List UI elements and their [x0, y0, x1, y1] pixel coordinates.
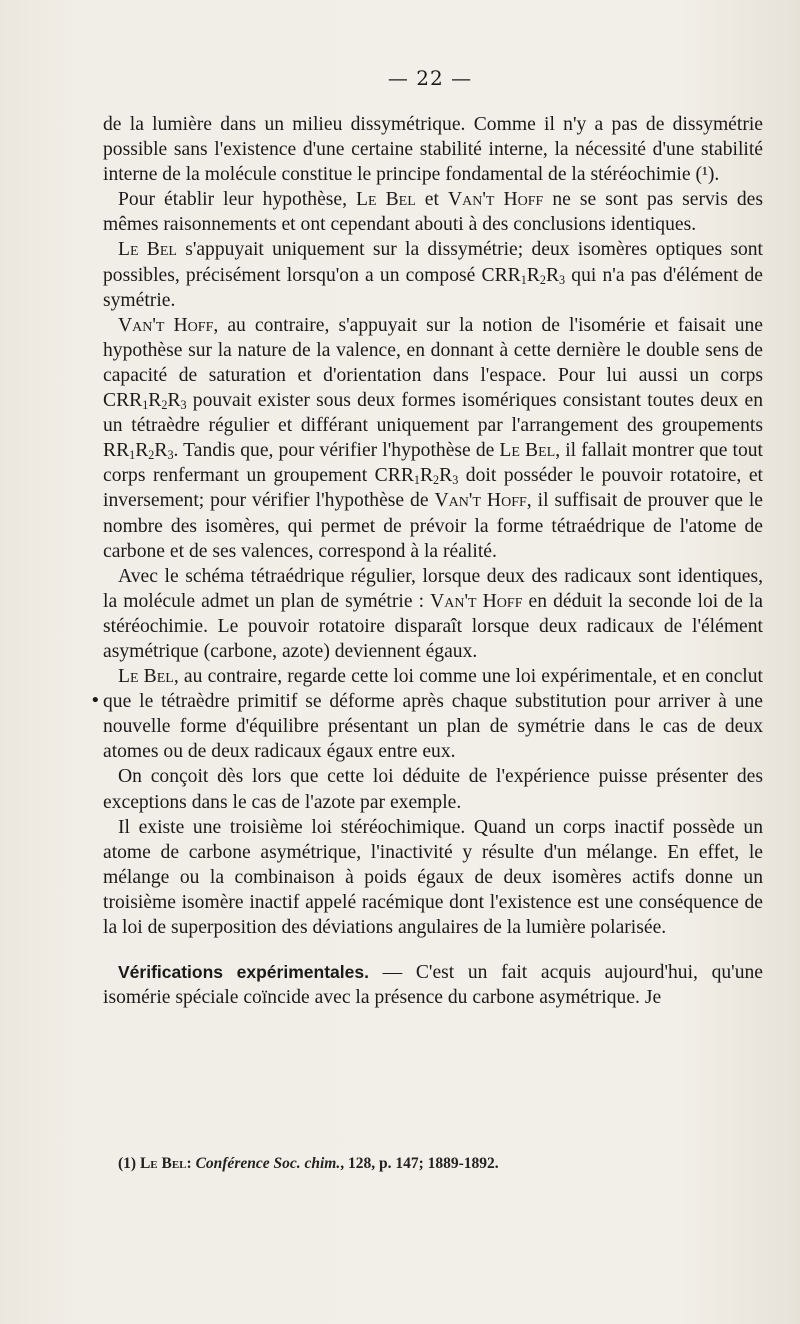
author-name: Van't Hoff	[430, 590, 523, 612]
author-name: Le Bel	[118, 666, 174, 688]
paragraph-7: On conçoit dès lors que cette loi déduite de l'expérience puisse présenter des exceptions dans le cas de l'azote par exemple.	[103, 766, 763, 813]
body-text	[103, 112, 763, 1010]
author-name: Le Bel	[118, 239, 177, 261]
author-name: Le Bel	[499, 440, 556, 462]
paragraph-9: Vérifications expérimentales. — C'est un fait acquis aujourd'hui, qu'une isomérie spéciale coïncide avec la présence du carbone asymétrique. Je	[103, 962, 763, 1009]
footnote-author: Le Bel	[139, 1155, 187, 1172]
author-name: Van't Hoff	[118, 314, 214, 336]
footnote: (1) Le Bel: Conférence Soc. chim., 128, p. 147; 1889-1892.	[118, 1155, 499, 1172]
section-heading: Vérifications expérimentales.	[118, 962, 369, 983]
footnote-title: Conférence Soc. chim.	[195, 1155, 341, 1172]
paragraph-1: de la lumière dans un milieu dissymétrique. Comme il n'y a pas de dissymétrie possible sans l'existence d'une certaine stabilité interne, la nécessité d'une stabilité interne de la molécule constitue le principe fondamental de la stéréochimie (¹).	[103, 114, 763, 186]
page-number: — 22 —	[387, 66, 473, 90]
margin-mark: •	[90, 690, 101, 711]
author-name: Le Bel	[356, 189, 416, 211]
paragraph-3: Le Bel s'appuyait uniquement sur la dissymétrie; deux isomères optiques sont possibles, précisément lorsqu'on a un composé $CRR_1R_2R_3$ qui n'a pas d'élément de symétrie.	[103, 239, 763, 311]
paragraph-4: Van't Hoff, au contraire, s'appuyait sur la notion de l'isomérie et faisait une hypothèse sur la nature de la valence, en donnant à cette dernière le double sens de capacité de saturation et d'orientation dans l'espace. Pour lui aussi un corps $CRR_1R_2R_3$ pouvait exister sous deux formes isomériques consistant toutes deux en un tétraèdre régulier et différant uniquement par l'arrangement des groupements $RR_1R_2R_3$. Tandis que, pour vérifier l'hypothèse de Le Bel, il fallait montrer que tout corps renfermant un groupement $CRR_1R_2R_3$ doit posséder le pouvoir rotatoire, et inversement; pour vérifier l'hypothèse de Van't Hoff, il suffisait de prouver que le nombre des isomères, qui permet de prévoir la forme tétraédrique de l'atome de carbone et de ses valences, correspond à la réalité.	[103, 314, 763, 562]
paragraph-6: Le Bel, au contraire, regarde cette loi comme une loi expérimentale, et en conclut que le tétraèdre primitif se déforme après chaque substitution pour arriver à une nouvelle forme d'équilibre présentant un plan de symétrie dans le cas de deux atomes ou de deux radicaux égaux entre eux.	[103, 666, 763, 763]
paragraph-8: Il existe une troisième loi stéréochimique. Quand un corps inactif possède un atome de carbone asymétrique, l'inactivité y résulte d'un mélange. En effet, le mélange ou la combinaison à poids égaux de deux isomères actifs donne un troisième isomère inactif appelé racémique dont l'existence est une conséquence de la loi de superposition des déviations angulaires de la lumière polarisée.	[103, 816, 763, 938]
author-name: Van't Hoff	[434, 490, 527, 512]
paragraph-2: Pour établir leur hypothèse, Le Bel et Van't Hoff ne se sont pas servis des mêmes raisonnements et ont cependant abouti à des conclusions identiques.	[103, 189, 763, 236]
paragraph-5: Avec le schéma tétraédrique régulier, lorsque deux des radicaux sont identiques, la molécule admet un plan de symétrie : Van't Hoff en déduit la seconde loi de la stéréochimie. Le pouvoir rotatoire disparaît lorsque deux radicaux de l'élément asymétrique (carbone, azote) deviennent égaux.	[103, 565, 764, 662]
author-name: Van't Hoff	[448, 189, 544, 211]
